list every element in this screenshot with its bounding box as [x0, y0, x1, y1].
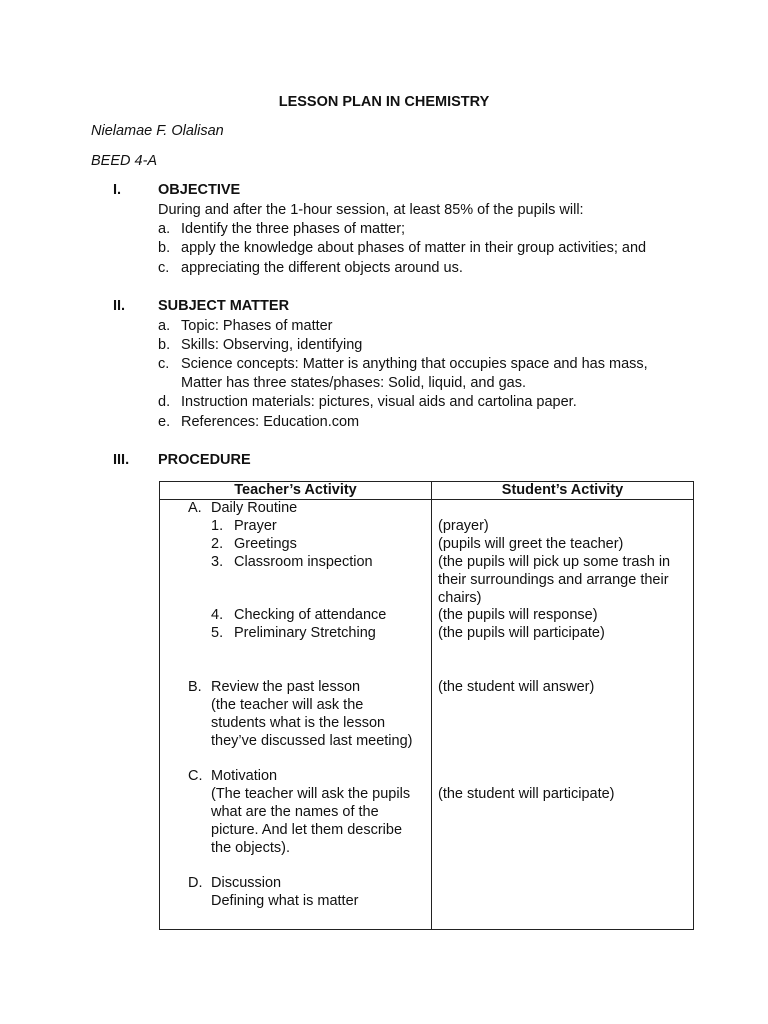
student-response: (prayer) — [438, 518, 489, 534]
objective-number: I. — [113, 182, 122, 198]
subject-item: References: Education.com — [181, 414, 360, 430]
routine-number: 1. — [211, 518, 224, 534]
author-name: Nielamae F. Olalisan — [91, 123, 224, 139]
teacher-activity-cell — [160, 500, 432, 930]
step-line: picture. And let them describe — [211, 822, 403, 838]
subject-item-letter: e. — [158, 414, 171, 430]
step-line: students what is the lesson — [211, 715, 386, 731]
objective-item: Identify the three phases of matter; — [181, 221, 406, 237]
step-line: (The teacher will ask the pupils — [211, 786, 411, 802]
procedure-heading: PROCEDURE — [158, 452, 251, 468]
routine-number: 2. — [211, 536, 224, 552]
student-response: their surroundings and arrange their — [438, 572, 669, 588]
objective-intro: During and after the 1-hour session, at least 85% of the pupils will: — [158, 202, 584, 218]
subject-item: Instruction materials: pictures, visual aids and cartolina paper. — [181, 394, 577, 410]
step-title: Discussion — [211, 875, 282, 891]
subject-item: Skills: Observing, identifying — [181, 337, 363, 353]
routine-item: Prayer — [234, 518, 277, 534]
step-line: Defining what is matter — [211, 893, 359, 909]
step-letter: C. — [188, 768, 203, 784]
routine-item: Classroom inspection — [234, 554, 373, 570]
routine-number: 3. — [211, 554, 224, 570]
subject-matter-number: II. — [113, 298, 126, 314]
student-response: (the pupils will response) — [438, 607, 598, 623]
student-response: (the student will participate) — [438, 786, 615, 802]
step-line: what are the names of the — [211, 804, 379, 820]
objective-item-letter: c. — [158, 260, 170, 276]
routine-number: 4. — [211, 607, 224, 623]
student-response: (the pupils will pick up some trash in — [438, 554, 671, 570]
step-letter: B. — [188, 679, 202, 695]
procedure-number: III. — [113, 452, 130, 468]
routine-item: Checking of attendance — [234, 607, 387, 623]
subject-item-continuation: Matter has three states/phases: Solid, liquid, and gas. — [181, 375, 526, 391]
student-activity-header: Student’s Activity — [432, 482, 694, 500]
subject-item-letter: c. — [158, 356, 170, 372]
step-line: the objects). — [211, 840, 290, 856]
step-letter: A. — [188, 500, 202, 516]
student-response: (pupils will greet the teacher) — [438, 536, 624, 552]
objective-item: apply the knowledge about phases of matter in their group activities; and — [181, 240, 647, 256]
step-line: they’ve discussed last meeting) — [211, 733, 413, 749]
teacher-activity-header: Teacher’s Activity — [160, 482, 432, 500]
step-title: Review the past lesson — [211, 679, 361, 695]
objective-item-letter: b. — [158, 240, 171, 256]
step-title: Daily Routine — [211, 500, 298, 516]
student-response: (the pupils will participate) — [438, 625, 605, 641]
objective-heading: OBJECTIVE — [158, 182, 241, 198]
subject-item: Topic: Phases of matter — [181, 318, 333, 334]
student-activity-cell — [432, 500, 694, 930]
subject-matter-heading: SUBJECT MATTER — [158, 298, 290, 314]
routine-number: 5. — [211, 625, 224, 641]
subject-item: Science concepts: Matter is anything that occupies space and has mass, — [181, 356, 648, 372]
subject-item-letter: d. — [158, 394, 171, 410]
objective-item-letter: a. — [158, 221, 171, 237]
step-line: (the teacher will ask the — [211, 697, 364, 713]
student-response: chairs) — [438, 590, 482, 606]
class-section: BEED 4-A — [91, 153, 158, 169]
routine-item: Greetings — [234, 536, 297, 552]
subject-item-letter: a. — [158, 318, 171, 334]
step-letter: D. — [188, 875, 203, 891]
routine-item: Preliminary Stretching — [234, 625, 376, 641]
objective-item: appreciating the different objects around us. — [181, 260, 463, 276]
step-title: Motivation — [211, 768, 278, 784]
document-title: LESSON PLAN IN CHEMISTRY — [278, 94, 490, 110]
procedure-table — [159, 481, 694, 930]
subject-item-letter: b. — [158, 337, 171, 353]
student-response: (the student will answer) — [438, 679, 595, 695]
